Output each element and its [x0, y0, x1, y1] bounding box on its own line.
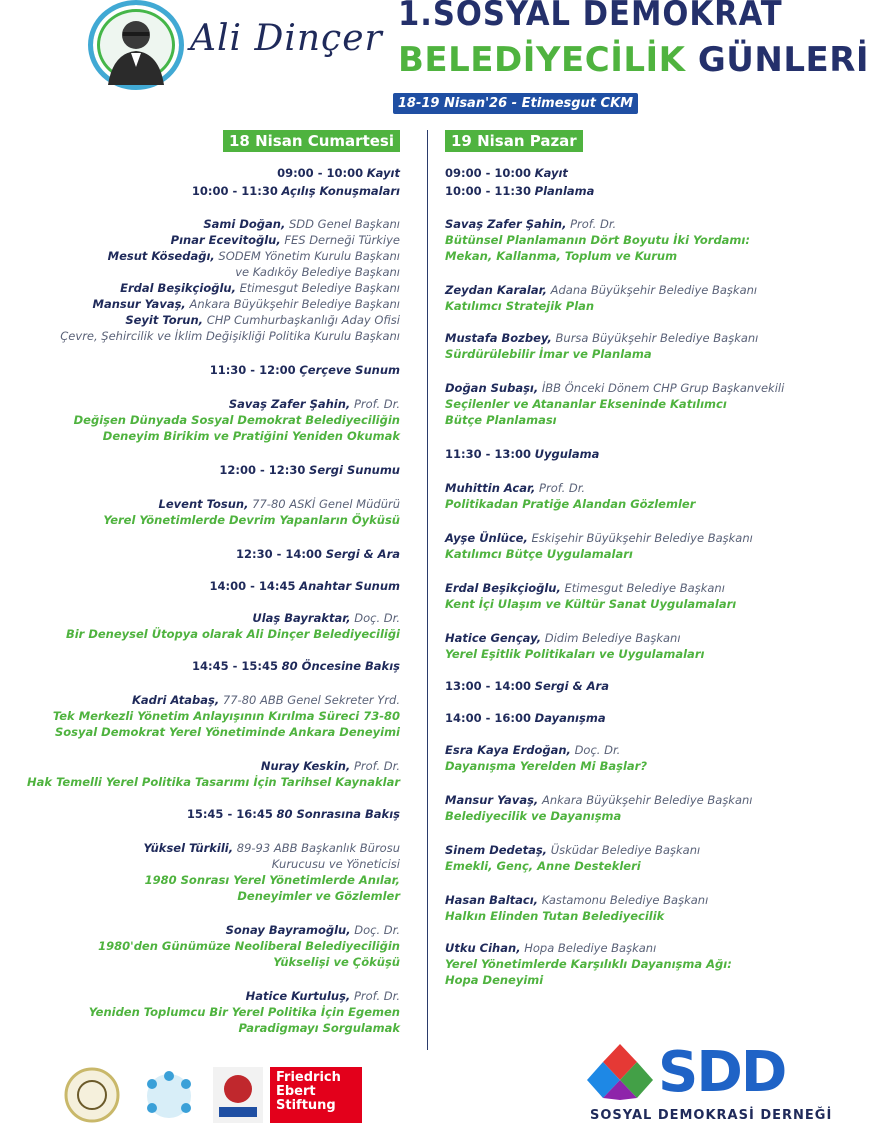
sdd-emblem-icon: [585, 1042, 655, 1102]
speaker-role: Etimesgut Belediye Başkanı: [564, 581, 725, 595]
session-label: Sergi Sunumu: [309, 463, 400, 477]
speaker-name: Hasan Baltacı,: [445, 893, 539, 907]
schedule-line: [445, 580, 845, 596]
session-label: 80 Sonrasına Bakış: [276, 807, 400, 821]
session-label: Planlama: [534, 184, 595, 198]
speaker-role: Kastamonu Belediye Başkanı: [541, 893, 709, 907]
signature: Ali Dinçer: [190, 18, 383, 59]
speaker-name: Mansur Yavaş,: [92, 297, 186, 311]
speaker-role: Doç. Dr.: [574, 743, 621, 757]
speaker-role: Ankara Büyükşehir Belediye Başkanı: [189, 297, 400, 311]
schedule-line: [0, 462, 400, 478]
schedule-line: [0, 546, 400, 562]
talk-title: Belediyecilik ve Dayanışma: [445, 809, 622, 823]
schedule-line: [0, 578, 400, 594]
schedule-line: [445, 330, 845, 346]
session-label: Anahtar Sunum: [299, 579, 400, 593]
schedule-line: [445, 396, 845, 412]
schedule-line: [0, 396, 400, 412]
session-time: 09:00 - 10:00: [277, 166, 364, 180]
schedule-line: [0, 856, 400, 872]
talk-title: Paradigmayı Sorgulamak: [238, 1021, 400, 1035]
talk-title: Yeniden Toplumcu Bir Yerel Politika İçin Egemen: [88, 1005, 400, 1019]
schedule-line: [0, 658, 400, 674]
schedule-line: [0, 264, 400, 280]
schedule-line: [0, 626, 400, 642]
schedule-line: [445, 956, 845, 972]
schedule-line: [445, 380, 845, 396]
talk-title: Dayanışma Yerelden Mi Başlar?: [445, 759, 648, 773]
talk-title: Katılımcı Bütçe Uygulamaları: [445, 547, 633, 561]
schedule-line: [445, 496, 845, 512]
schedule-line: [445, 298, 845, 314]
schedule-line: [445, 546, 845, 562]
speaker-name: Doğan Subaşı,: [445, 381, 539, 395]
speaker-role: Ankara Büyükşehir Belediye Başkanı: [541, 793, 753, 807]
header: [0, 0, 869, 120]
schedule-line: [0, 888, 400, 904]
session-label: Sergi & Ara: [325, 547, 400, 561]
speaker-role: Adana Büyükşehir Belediye Başkanı: [550, 283, 758, 297]
title-green-part: BELEDİYECİLİK: [398, 40, 686, 80]
speaker-role: Kurucusu ve Yöneticisi: [271, 857, 400, 871]
talk-title: Yerel Yönetimlerde Devrim Yapanların Öyküsü: [103, 513, 400, 527]
talk-title: Seçilenler ve Atananlar Ekseninde Katılımcı: [445, 397, 727, 411]
portrait-logo: [88, 0, 184, 90]
speaker-role: FES Derneği Türkiye: [284, 233, 400, 247]
schedule-line: [0, 412, 400, 428]
schedule-line: [0, 1004, 400, 1020]
schedule-line: [0, 165, 400, 181]
speaker-name: Mansur Yavaş,: [445, 793, 539, 807]
talk-title: Katılımcı Stratejik Plan: [445, 299, 595, 313]
talk-title: Bütçe Planlaması: [445, 413, 557, 427]
etimesgut-people-logo: [132, 1064, 206, 1124]
talk-title: Hopa Deneyimi: [445, 973, 544, 987]
speaker-name: Sami Doğan,: [203, 217, 286, 231]
schedule-line: [445, 758, 845, 774]
talk-title: Bir Deneysel Ütopya olarak Ali Dinçer Belediyeciliği: [65, 627, 400, 641]
sdd-logo-text: SDD: [658, 1040, 786, 1105]
schedule-line: [445, 858, 845, 874]
schedule-line: [445, 530, 845, 546]
schedule-line: [445, 646, 845, 662]
schedule-line: [0, 428, 400, 444]
talk-title: Mekan, Kallanma, Toplum ve Kurum: [445, 249, 678, 263]
speaker-name: Sonay Bayramoğlu,: [225, 923, 351, 937]
speaker-name: Esra Kaya Erdoğan,: [445, 743, 571, 757]
speaker-name: Hatice Gençay,: [445, 631, 542, 645]
talk-title: Tek Merkezli Yönetim Anlayışının Kırılma Süreci 73-80: [52, 709, 400, 723]
day2-heading: 19 Nisan Pazar: [445, 130, 583, 152]
schedule-line: [0, 692, 400, 708]
talk-title: Hak Temelli Yerel Politika Tasarımı İçin Tarihsel Kaynaklar: [27, 775, 400, 789]
speaker-role: 77-80 ASKİ Genel Müdürü: [252, 497, 400, 511]
schedule-line: [0, 312, 400, 328]
speaker-role: Hopa Belediye Başkanı: [524, 941, 657, 955]
session-time: 15:45 - 16:45: [186, 807, 273, 821]
speaker-role: Prof. Dr.: [353, 397, 400, 411]
schedule-line: [445, 216, 845, 232]
talk-title: Yerel Yönetimlerde Karşılıklı Dayanışma Ağı:: [445, 957, 732, 971]
session-label: 80 Öncesine Bakış: [281, 659, 400, 673]
schedule-line: [445, 248, 845, 264]
sodem-logo: [213, 1067, 263, 1123]
speaker-role: Prof. Dr.: [353, 759, 400, 773]
schedule-line: [445, 596, 845, 612]
session-label: Uygulama: [534, 447, 600, 461]
session-label: Açılış Konuşmaları: [281, 184, 400, 198]
schedule-line: [0, 496, 400, 512]
schedule-line: [0, 954, 400, 970]
schedule-line: [0, 758, 400, 774]
talk-title: Yerel Eşitlik Politikaları ve Uygulamaları: [445, 647, 705, 661]
column-divider: [427, 130, 428, 1050]
schedule-line: [0, 938, 400, 954]
schedule-line: [445, 480, 845, 496]
speaker-name: Nuray Keskin,: [260, 759, 351, 773]
session-label: Kayıt: [534, 166, 568, 180]
session-time: 10:00 - 11:30: [191, 184, 278, 198]
fes-logo: Friedrich Ebert Stiftung: [270, 1067, 362, 1123]
schedule-line: [445, 412, 845, 428]
session-time: 10:00 - 11:30: [445, 184, 531, 198]
schedule-line: [445, 183, 845, 199]
session-label: Dayanışma: [534, 711, 606, 725]
session-time: 14:00 - 14:45: [209, 579, 296, 593]
talk-title: 1980'den Günümüze Neoliberal Belediyeciliğin: [98, 939, 400, 953]
speaker-role: 77-80 ABB Genel Sekreter Yrd.: [222, 693, 400, 707]
speaker-role: İBB Önceki Dönem CHP Grup Başkanvekili: [541, 381, 785, 395]
speaker-name: Muhittin Acar,: [445, 481, 536, 495]
talk-title: Bütünsel Planlamanın Dört Boyutu İki Yordamı:: [445, 233, 750, 247]
schedule-line: [445, 165, 845, 181]
speaker-name: Mesut Kösedağı,: [107, 249, 215, 263]
schedule-line: [445, 972, 845, 988]
schedule-line: [445, 678, 845, 694]
schedule-line: [445, 892, 845, 908]
session-time: 09:00 - 10:00: [445, 166, 531, 180]
etimesgut-municipality-logo: [62, 1066, 122, 1124]
speaker-role: Doç. Dr.: [354, 923, 400, 937]
speaker-name: Savaş Zafer Şahin,: [445, 217, 567, 231]
schedule-line: [0, 280, 400, 296]
speaker-name: Ulaş Bayraktar,: [252, 611, 351, 625]
speaker-role: SODEM Yönetim Kurulu Başkanı: [218, 249, 400, 263]
speaker-role: Bursa Büyükşehir Belediye Başkanı: [555, 331, 759, 345]
speaker-name: Hatice Kurtuluş,: [245, 989, 351, 1003]
session-time: 13:00 - 14:00: [445, 679, 531, 693]
speaker-role: SDD Genel Başkanı: [289, 217, 400, 231]
schedule-line: [445, 232, 845, 248]
schedule-line: [445, 346, 845, 362]
speaker-name: Yüksel Türkili,: [143, 841, 234, 855]
speaker-name: Seyit Torun,: [125, 313, 204, 327]
event-title-line1: 1.SOSYAL DEMOKRAT: [398, 0, 783, 34]
event-title-line2: [398, 40, 869, 80]
speaker-name: Kadri Atabaş,: [131, 693, 220, 707]
schedule-line: [0, 708, 400, 724]
talk-title: Halkın Elinden Tutan Belediyecilik: [445, 909, 665, 923]
speaker-name: Mustafa Bozbey,: [445, 331, 552, 345]
speaker-role: Prof. Dr.: [539, 481, 586, 495]
speaker-role: Prof. Dr.: [570, 217, 617, 231]
schedule-line: [445, 446, 845, 462]
schedule-line: [445, 908, 845, 924]
speaker-name: Utku Cihan,: [445, 941, 521, 955]
speaker-name: Zeydan Karalar,: [445, 283, 547, 297]
schedule-line: [0, 216, 400, 232]
schedule-line: [445, 630, 845, 646]
schedule-line: [445, 940, 845, 956]
schedule-line: [0, 1020, 400, 1036]
title-blue-part: GÜNLERİ: [697, 40, 869, 80]
day1-heading: 18 Nisan Cumartesi: [223, 130, 400, 152]
schedule-line: [445, 710, 845, 726]
schedule-line: [0, 610, 400, 626]
speaker-role: Üsküdar Belediye Başkanı: [550, 843, 701, 857]
schedule-line: [445, 842, 845, 858]
schedule-line: [0, 328, 400, 344]
speaker-role: CHP Cumhurbaşkanlığı Aday Ofisi: [206, 313, 400, 327]
speaker-role: Doç. Dr.: [354, 611, 400, 625]
date-bar: 18-19 Nisan'26 - Etimesgut CKM: [393, 93, 638, 114]
talk-title: Kent İçi Ulaşım ve Kültür Sanat Uygulamaları: [445, 597, 737, 611]
talk-title: Sürdürülebilir İmar ve Planlama: [445, 347, 652, 361]
schedule-line: [0, 774, 400, 790]
speaker-role: 89-93 ABB Başkanlık Bürosu: [236, 841, 400, 855]
schedule-line: [0, 362, 400, 378]
speaker-name: Savaş Zafer Şahin,: [228, 397, 351, 411]
schedule-line: [0, 183, 400, 199]
session-time: 14:00 - 16:00: [445, 711, 531, 725]
schedule-line: [0, 248, 400, 264]
session-label: Çerçeve Sunum: [299, 363, 400, 377]
talk-title: Emekli, Genç, Anne Destekleri: [445, 859, 641, 873]
speaker-role: Didim Belediye Başkanı: [544, 631, 681, 645]
talk-title: Sosyal Demokrat Yerel Yönetiminde Ankara Deneyimi: [54, 725, 400, 739]
talk-title: Deneyimler ve Gözlemler: [237, 889, 400, 903]
session-time: 11:30 - 12:00: [209, 363, 296, 377]
schedule-line: [0, 512, 400, 528]
speaker-role: ve Kadıköy Belediye Başkanı: [235, 265, 400, 279]
session-time: 14:45 - 15:45: [192, 659, 279, 673]
speaker-name: Ayşe Ünlüce,: [445, 531, 528, 545]
schedule-line: [0, 806, 400, 822]
session-time: 11:30 - 13:00: [445, 447, 531, 461]
talk-title: Politikadan Pratiğe Alandan Gözlemler: [445, 497, 696, 511]
session-label: Kayıt: [366, 166, 400, 180]
speaker-role: Eskişehir Büyükşehir Belediye Başkanı: [531, 531, 753, 545]
speaker-role: Etimesgut Belediye Başkanı: [239, 281, 400, 295]
schedule-line: [0, 724, 400, 740]
schedule-line: [0, 922, 400, 938]
talk-title: 1980 Sonrası Yerel Yönetimlerde Anılar,: [144, 873, 400, 887]
schedule-line: [0, 232, 400, 248]
speaker-role: Prof. Dr.: [353, 989, 400, 1003]
schedule-line: [445, 792, 845, 808]
schedule-line: [445, 808, 845, 824]
session-label: Sergi & Ara: [534, 679, 609, 693]
speaker-name: Sinem Dedetaş,: [445, 843, 548, 857]
schedule-line: [445, 742, 845, 758]
sdd-subtitle: SOSYAL DEMOKRASİ DERNEĞİ: [590, 1108, 833, 1123]
speaker-name: Pınar Ecevitoğlu,: [170, 233, 281, 247]
talk-title: Deneyim Birikim ve Pratiğini Yeniden Okumak: [102, 429, 400, 443]
schedule-line: [0, 872, 400, 888]
schedule-line: [445, 282, 845, 298]
speaker-name: Erdal Beşikçioğlu,: [120, 281, 236, 295]
speaker-name: Levent Tosun,: [158, 497, 249, 511]
talk-title: Değişen Dünyada Sosyal Demokrat Belediyeciliğin: [73, 413, 400, 427]
talk-title: Yükselişi ve Çöküşü: [273, 955, 400, 969]
speaker-name: Erdal Beşikçioğlu,: [445, 581, 561, 595]
schedule-line: [0, 988, 400, 1004]
session-time: 12:00 - 12:30: [219, 463, 306, 477]
session-time: 12:30 - 14:00: [236, 547, 323, 561]
schedule-line: [0, 296, 400, 312]
speaker-role: Çevre, Şehircilik ve İklim Değişikliği Politika Kurulu Başkanı: [60, 329, 400, 343]
schedule-line: [0, 840, 400, 856]
